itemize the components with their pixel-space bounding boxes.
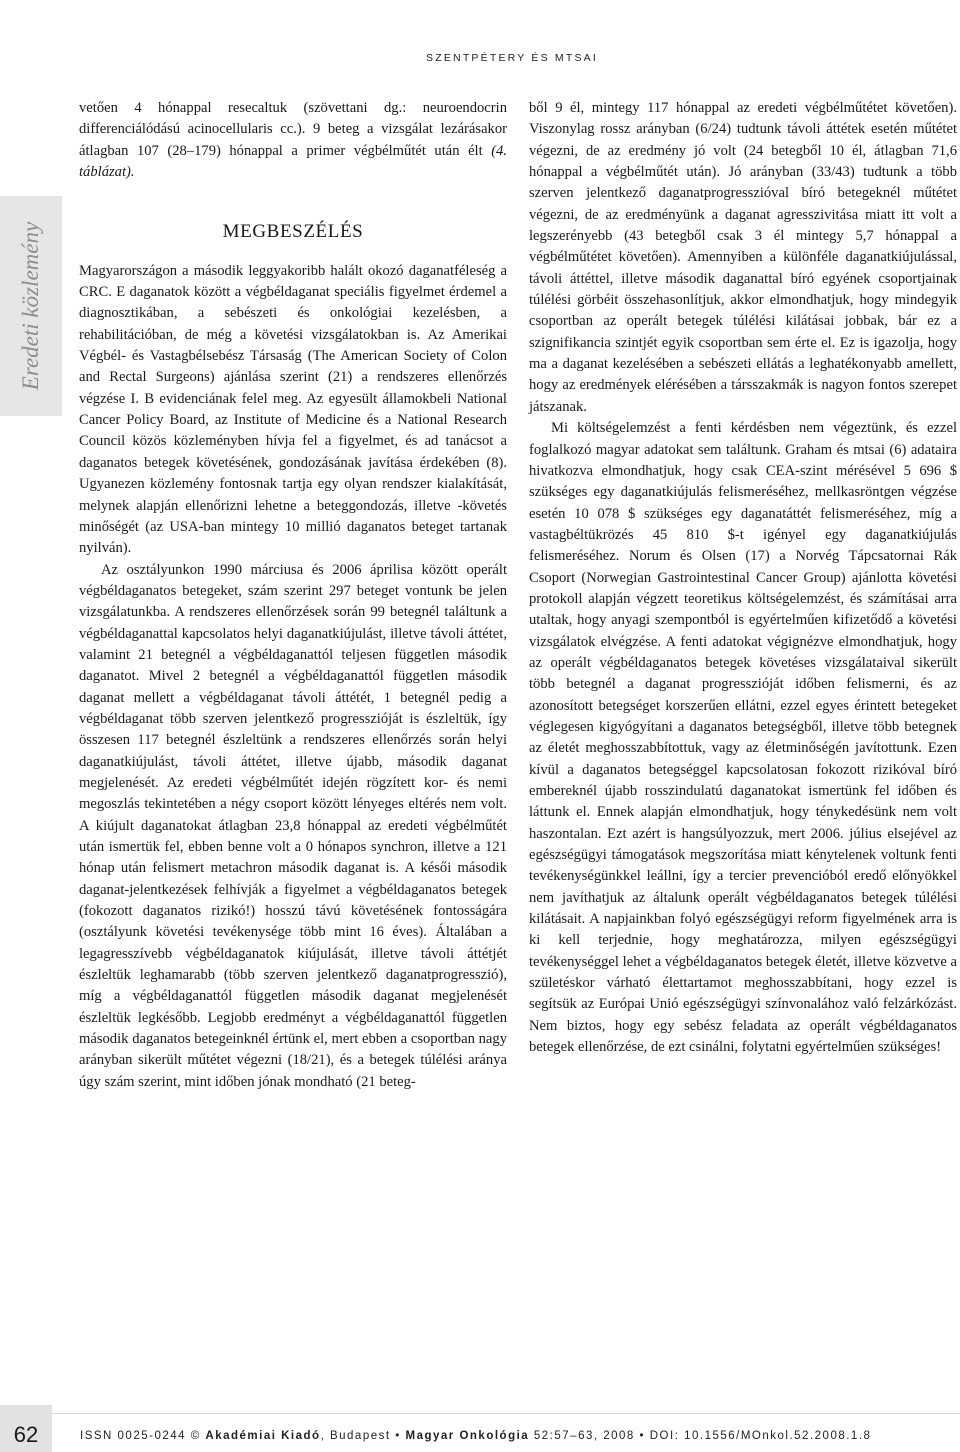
- discussion-paragraph-2: Az osztályunkon 1990 márciusa és 2006 áprilisa között operált végbéldaganatos betegeket, szám szerint 297 beteget vontunk be jelen vizsgálatunkba. A rendszeres ellenőrzések során 99 betegnél találtunk a végbéldaganattal kapcsolatos helyi daganatkiújulást, illetve távoli áttétet, valamint 21 betegnél a végbéldaganattól teljesen független második daganatot. Mivel 2 betegnél a végbéldaganattól független második daganat mellett a végbéldaganat távoli áttétét, 1 betegnél pedig a végbéldaganat több szerven jelentkező progresszióját is észleltük, így összesen 117 betegnél észleltünk a rendszeres ellenőrzés során helyi daganatkiújulást, távoli áttétet, illetve újabb, második daganat megjelenését. Az eredeti végbélműtét idején rögzített kor- és nemi megoszlás tekintetében a négy csoport között lényeges eltérés nem volt. A kiújult daganatokat átlagban 23,8 hónappal az eredeti végbélműtét után ismertük fel, ebben benne volt a 0 hónapos synchron, illetve a 121 hónap után felismert metachron második daganat is. A késői második daganat-jelentkezések felhívják a figyelmet a végbéldaganatos betegek (fokozott daganatos rizikó!) hosszú távú követésének fontosságára (osztályunk követési tevékenysége több mint 16 éves). Általában a legagresszívebb végbéldaganatok kiújulását, illetve távoli áttétjét észleltük leghamarabb (több szerven jelentkező daganatprogresszió), míg a végbéldaganattól független második daganat megjelenését észleltük legkésőbb. Legjobb eredményt a végbéldaganattól független második daganatos betegeinknél értünk el, mert ebben a csoportban nagy arányban sikerült műtétet végezni (18/21), és a betegek túlélési aránya úgy szám szerint, mint időben jónak mondható (21 beteg-: [79, 561, 507, 1090]
- discussion-paragraph-1: Magyarországon a második leggyakoribb halált okozó daganatféleség a CRC. E daganatok között a végbéldaganat speciális figyelmet érdemel a diagnosztikában, a sebészeti és onkológiai kezelésben, a rehabilitációban, de még a követési vizsgálatokban is. Az Amerikai Végbél- és Vastagbélsebész Társaság (The American Society of Colon and Rectal Surgeons) ajánlása szerint (21) a rendszeres ellenőrzés végzése I. B evidenciának felel meg. Az egyesült államokbeli National Cancer Policy Board, az Institute of Medicine és a National Research Council közös közleményben hívja fel a figyelmet, és ad tanácsot a daganatos betegek követésének, gondozásának javítása érdekében (8). Ugyanezen közlemény fontosnak tartja egy olyan rendszer kialakítását, melynek alapján ellenőrizni lehetne a beteggondozás, illetve -követés minőségét (az USA-ban mintegy 10 millió daganatos beteget tartanak nyilván).: [79, 262, 507, 557]
- footer-issn: ISSN 0025-0244 ©: [80, 1430, 201, 1442]
- footer-city: , Budapest •: [320, 1430, 401, 1442]
- footer-publisher: Akadémiai Kiadó: [205, 1430, 321, 1442]
- page-number: 62: [0, 1405, 52, 1452]
- footer-divider: [0, 1413, 960, 1414]
- discussion-paragraph-4: Mi költségelemzést a fenti kérdésben nem végeztünk, és ezzel foglalkozó magyar adatokat sem találtunk. Graham és mtsai (6) adataira hivatkozva elmondhatjuk, hogy csak CEA-szint mérésével 5 696 $ szükséges egy daganatkiújulás felismeréséhez, mellkasröntgen végzése esetén 10 078 $ szükséges egy daganatáttét felismeréséhez, míg a vastagbéltükrözés 45 810 $-t igényel egy daganatkiújulás felismeréséhez. Norum és Olsen (17) a Norvég Tápcsatornai Rák Csoport (Norwegian Gastrointestinal Cancer Group) ajánlotta követési protokoll alapján végzett teoretikus költségelemzést, és számításai arra utaltak, hogy anyagi szempontból is egyértelműen kifizetődő a követési vizsgálatok elvégzése. A fenti adatokat végignézve elmondhatjuk, hogy az operált végbéldaganatos betegek követéses vizsgálataival sikerült több betegnél a daganat progresszióját időben felismerni, és az azonosított betegséget korszerűen ellátni, ezzel egyes érintett betegeket véglegesen kigyógyítani a daganatos betegségből, illetve több betegnek az életét meghosszabbítottuk, vagy az életminőségén javítottunk. Ezen kívül a daganatos betegséggel kapcsolatosan fokozott rizikóval bíró embereknél újabb rosszindulatú daganatokat ismertünk fel időben és láttunk el. Ennek alapján elmondhatjuk, hogy ténykedésünk nem volt haszontalan. Ezt azért is hangsúlyozzuk, mert 2006. július elsejével az egészségügyi támogatások megszorítása miatt kénytelenek voltunk fenti tevékenységünkkel leállni, így a tercier prevencióból eredő előnyökkel nem javíthatjuk az általunk operált végbéldaganatos betegek túlélési kilátásait. A napjainkban folyó egészségügyi reform figyelmének arra is ki kell terjednie, hogy meghatározza, milyen egészségügyi tevékenységgel lehet a végbéldaganatos betegek életét, illetve közvetve a születéskor várható élettartamot meghosszabbítani, hogy ezzel is segítsük az Európai Unió egészségügyi színvonalához való felzárkózást. Nem biztos, hogy egy sebész feladata az operált végbéldaganatos betegek ellenőrzése, de ezt csinálni, folytatni egyértelműen szükséges!: [529, 420, 957, 1056]
- section-title: MEGBESZÉLÉS: [222, 221, 364, 243]
- discussion-paragraph-3: ből 9 él, mintegy 117 hónappal az eredeti végbélműtétet követően). Viszonylag rossz arányban (6/24) tudtunk távoli áttétek esetén műtétet végezni, de az eredmény jó volt (24 betegből 10 él, átlagban 71,6 hónappal a végbélműtét után). Jó arányban (33/43) tudtunk a több szerven jelentkező daganatprogresszióval bíró betegeknél műtétet végezni, de az eredményünk a daganat agresszivitása miatt itt volt a legszerényebb (43 betegből csak 3 él mintegy 5,7 hónappal a végbélműtétet követően). Amennyiben a különféle daganatkiújulással, távoli áttéttel, illetve második daganattal bíró egyének csoportjainak túlélési görbéit összehasonlítjuk, akkor elmondhatjuk, hogy mindegyik csoportban az operált betegek túlélési kilátásai jobbak, bár ez a szignifikancia szintjét egyik csoportban sem érte el. Ez is igazolja, hogy ma a daganat kezelésében a sebészeti ellátás a leghatékonyabb amellett, hogy az eredmények elérésében a társszakmák is nagyon fontos szerepet játszanak.: [529, 100, 957, 415]
- table-reference: (4. táblázat).: [79, 142, 507, 181]
- running-header: SZENTPÉTERY ÉS MTSAI: [426, 52, 598, 64]
- footer-journal: Magyar Onkológia: [405, 1430, 530, 1442]
- article-type-label: Eredeti közlemény: [18, 221, 43, 391]
- right-column: [529, 98, 957, 1058]
- footer-citation: [80, 1430, 871, 1442]
- left-column: [79, 98, 507, 1093]
- footer-doi: 52:57–63, 2008 • DOI: 10.1556/MOnkol.52.2008.1.8: [533, 1430, 872, 1442]
- article-type-tab: [0, 196, 62, 416]
- intro-paragraph: [79, 98, 507, 183]
- intro-text: vetően 4 hónappal resecaltuk (szövettani dg.: neuroendocrin differenciálódású acinocellularis cc.). 9 beteg a vizsgálat lezárásakor átlagban 107 (28–179) hónappal a primer végbélműtét után élt: [79, 100, 507, 159]
